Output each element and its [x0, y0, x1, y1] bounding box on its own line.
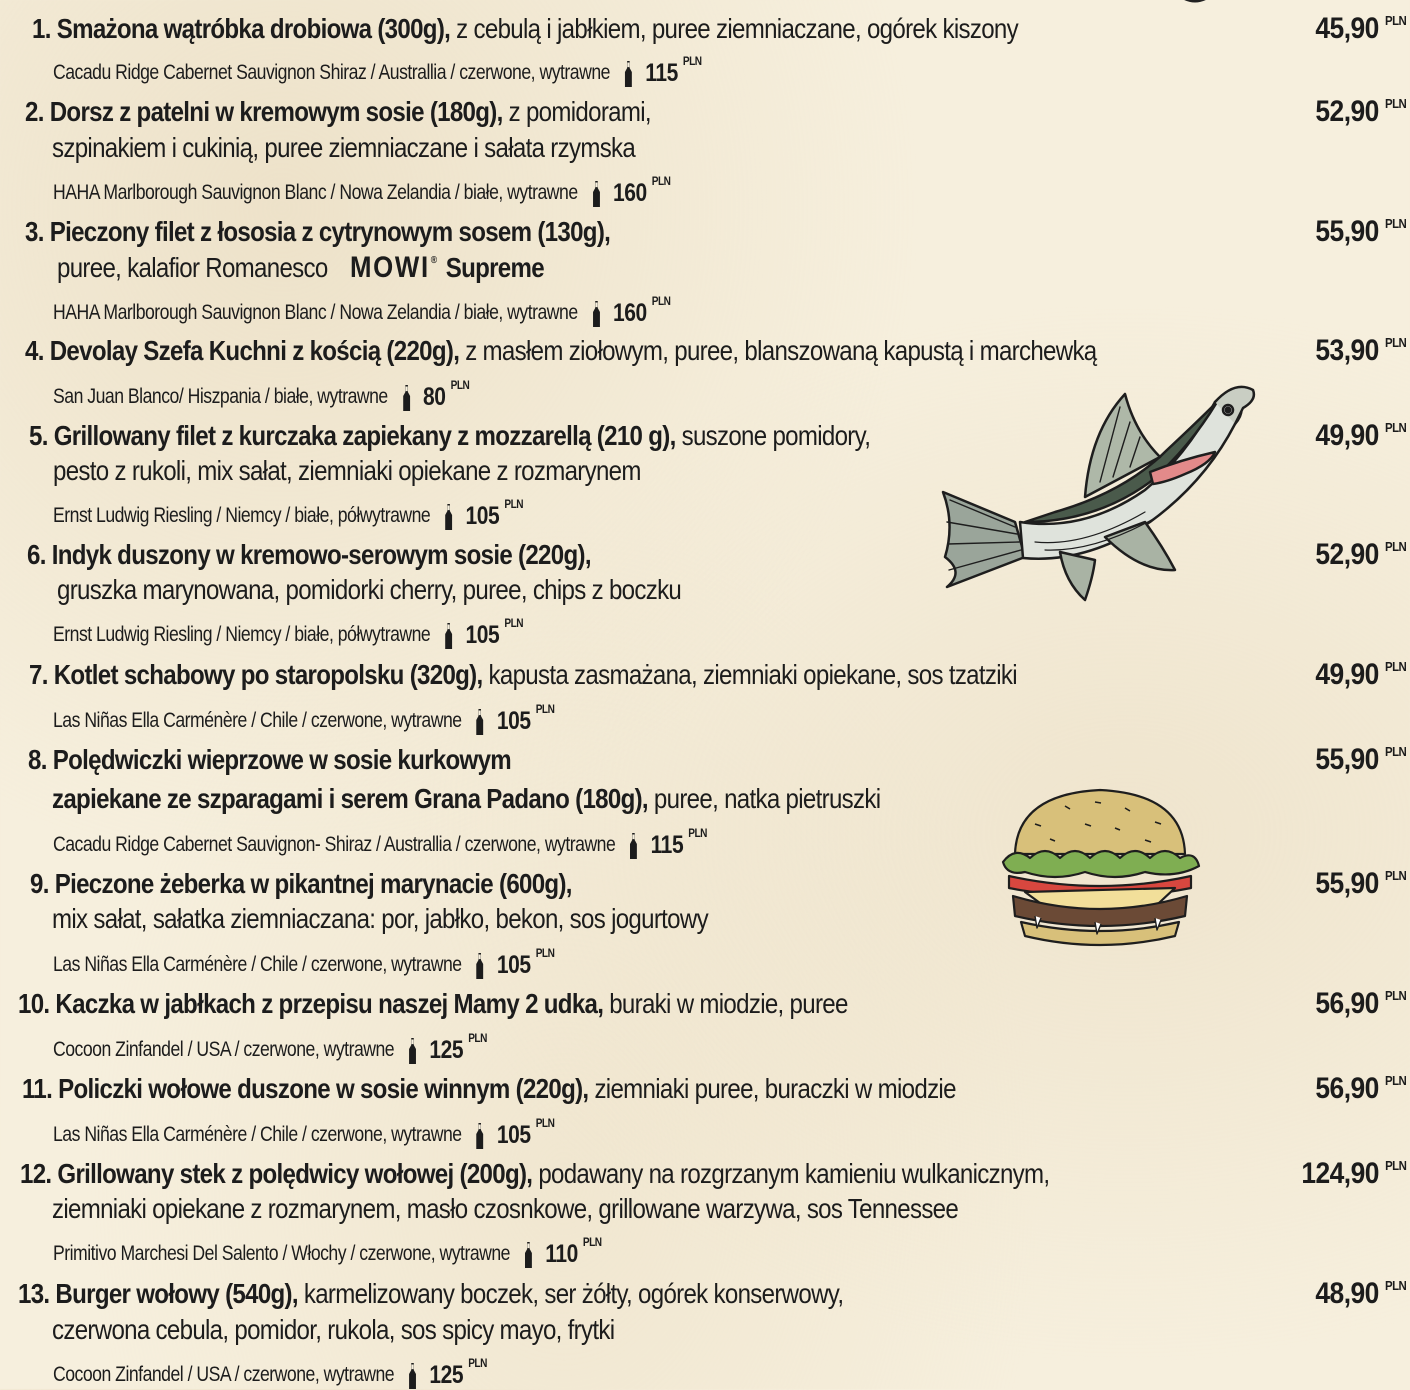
dish-line [28, 743, 511, 777]
wine-pairing: San Juan Blanco/ Hiszpania / białe, wytrawne 80 PLN [53, 378, 470, 411]
dish-description-line: gruszka marynowana, pomidorki cherry, puree, chips z boczku [57, 574, 682, 605]
dish-description: z cebulą i jabłkiem, puree ziemniaczane, ogórek kiszony [450, 13, 1018, 44]
dish-name: Burger wołowy (540g), [55, 1278, 298, 1309]
wine-bottle-icon [475, 708, 485, 736]
dish-name: Devolay Szefa Kuchni z kością (220g), [49, 335, 460, 366]
dish-price: 55,90 $^{PLN}$ [1315, 867, 1406, 900]
wine-bottle-icon [591, 180, 601, 208]
dish-name: Indyk duszony w kremowo-serowym sosie (220g), [51, 539, 591, 570]
wine-pairing: Cocoon Zinfandel / USA / czerwone, wytrawne 125 PLN [53, 1356, 487, 1389]
fish-illustration [935, 372, 1260, 607]
wine-price: 105 [465, 621, 500, 649]
wine-name: Cocoon Zinfandel / USA / czerwone, wytrawne [53, 1363, 395, 1386]
wine-name: Primitivo Marchesi Del Salento / Włochy / czerwone, wytrawne [53, 1242, 510, 1265]
wine-bottle-icon [623, 60, 633, 88]
wine-name: Las Niñas Ella Carménère / Chile / czerwone, wytrawne [53, 1123, 462, 1146]
dish-line [18, 1277, 843, 1311]
dish-name: Smażona wątróbka drobiowa (300g), [56, 13, 451, 44]
dish-name: Kotlet schabowy po staropolsku (320g), [53, 659, 483, 690]
dish-description-line: pesto z rukoli, mix sałat, ziemniaki opiekane z rozmarynem [53, 455, 641, 486]
wine-pairing: Ernst Ludwig Riesling / Niemcy / białe, półwytrawne 105 PLN [53, 497, 524, 530]
wine-name: HAHA Marlborough Sauvignon Blanc / Nowa Zelandia / białe, wytrawne [53, 301, 578, 324]
dish-line-2 [52, 782, 880, 816]
wine-bottle-icon [444, 503, 454, 531]
dish-name: Policzki wołowe duszone w sosie winnym (220g), [58, 1073, 589, 1104]
wine-name: Cacadu Ridge Cabernet Sauvignon- Shiraz / Australlia / czerwone, wytrawne [53, 833, 616, 856]
wine-pairing: Cacadu Ridge Cabernet Sauvignon Shiraz / Australlia / czerwone, wytrawne 115 PLN [53, 54, 702, 87]
dish-line [25, 334, 1097, 368]
dish-number: 2. [25, 96, 44, 127]
dish-description: karmelizowany boczek, ser żółty, ogórek konserwowy, [297, 1278, 844, 1309]
wine-price: 160 [612, 299, 647, 327]
dish-number: 9. [30, 868, 49, 899]
dish-name: Grillowany stek z polędwicy wołowej (200g), [57, 1158, 533, 1189]
dish-name: Pieczone żeberka w pikantnej marynacie (600g), [54, 868, 572, 899]
dish-line [29, 658, 1017, 692]
dish-line [20, 1157, 1049, 1191]
dish-description: ziemniaki puree, buraczki w miodzie [588, 1073, 956, 1104]
wine-pairing: Cocoon Zinfandel / USA / czerwone, wytrawne 125 PLN [53, 1031, 487, 1064]
dish-description: z masłem ziołowym, puree, blanszowaną kapustą i marchewką [459, 335, 1097, 366]
wine-name: Cacadu Ridge Cabernet Sauvignon Shiraz / Australlia / czerwone, wytrawne [53, 61, 610, 84]
dish-number: 11. [22, 1073, 53, 1104]
dish-number: 10. [18, 988, 50, 1019]
wine-price: 105 [496, 1121, 531, 1149]
wine-name: HAHA Marlborough Sauvignon Blanc / Nowa Zelandia / białe, wytrawne [53, 181, 578, 204]
dish-number: 8. [28, 744, 47, 775]
dish-price: 49,90 $^{PLN}$ [1315, 658, 1406, 691]
dish-price: 45,90 $^{PLN}$ [1315, 12, 1406, 45]
dish-price: 53,90 $^{PLN}$ [1315, 334, 1406, 367]
wine-price: 115 [650, 831, 684, 859]
wine-price: 115 [645, 59, 678, 87]
dish-line [32, 12, 1018, 46]
wine-name: San Juan Blanco/ Hiszpania / białe, wytrawne [53, 385, 388, 408]
wine-price: 160 [612, 179, 647, 207]
wine-bottle-icon [475, 952, 485, 980]
wine-name: Las Niñas Ella Carménère / Chile / czerwone, wytrawne [53, 709, 462, 732]
dish-line [25, 95, 651, 129]
wine-pairing: Ernst Ludwig Riesling / Niemcy / białe, półwytrawne 105 PLN [53, 616, 524, 649]
dish-price: 55,90 $^{PLN}$ [1315, 215, 1406, 248]
dish-name-continued: zapiekane ze szparagami i serem Grana Padano (180g), [52, 783, 648, 814]
dish-description-line: szpinakiem i cukinią, puree ziemniaczane i sałata rzymska [52, 132, 636, 163]
dish-description: kapusta zasmażana, ziemniaki opiekane, sos tzatziki [482, 659, 1017, 690]
dish-price: 55,90 $^{PLN}$ [1315, 743, 1406, 776]
dish-price: 52,90 $^{PLN}$ [1315, 538, 1406, 571]
dish-line [30, 867, 572, 901]
wine-pairing: Las Niñas Ella Carménère / Chile / czerwone, wytrawne 105 PLN [53, 1116, 555, 1149]
brand-suffix: Supreme [445, 252, 544, 283]
wine-bottle-icon [591, 300, 601, 328]
dish-price: 49,90 $^{PLN}$ [1315, 419, 1406, 452]
mowi-brand-logo: MOWI® [349, 251, 439, 284]
wine-name: Ernst Ludwig Riesling / Niemcy / białe, półwytrawne [53, 623, 431, 646]
dish-price: 48,90 $^{PLN}$ [1315, 1277, 1406, 1310]
wine-bottle-icon [408, 1362, 418, 1390]
wine-price: 125 [429, 1361, 464, 1389]
dish-description-line: ziemniaki opiekane z rozmarynem, masło czosnkowe, grillowane warzywa, sos Tennessee [52, 1193, 959, 1224]
wine-pairing: HAHA Marlborough Sauvignon Blanc / Nowa Zelandia / białe, wytrawne 160 PLN [53, 294, 671, 327]
wine-bottle-icon [629, 832, 639, 860]
dish-line [29, 419, 870, 453]
dish-price: 56,90 $^{PLN}$ [1315, 987, 1406, 1020]
dish-description: suszone pomidory, [675, 420, 871, 451]
wine-bottle-icon [408, 1037, 418, 1065]
wine-bottle-icon [523, 1241, 533, 1269]
wine-price: 105 [465, 502, 500, 530]
dish-description-line: mix sałat, sałatka ziemniaczana: por, jabłko, bekon, sos jogurtowy [52, 903, 708, 934]
dish-line [18, 987, 848, 1021]
dish-description: podawany na rozgrzanym kamieniu wulkanicznym, [532, 1158, 1050, 1189]
dish-line [25, 215, 610, 249]
wine-pairing: Cacadu Ridge Cabernet Sauvignon- Shiraz / Australlia / czerwone, wytrawne 115 PLN [53, 826, 707, 859]
dish-price: 56,90 $^{PLN}$ [1315, 1072, 1406, 1105]
dish-price: 124,90 $^{PLN}$ [1300, 1157, 1406, 1190]
wine-bottle-icon [475, 1122, 485, 1150]
dish-number: 1. [32, 13, 51, 44]
dish-description-line: czerwona cebula, pomidor, rukola, sos spicy mayo, frytki [52, 1314, 615, 1345]
dish-name: Dorsz z patelni w kremowym sosie (180g), [49, 96, 503, 127]
dish-number: 5. [29, 420, 48, 451]
dish-description: buraki w miodzie, puree [603, 988, 848, 1019]
wine-price: 110 [545, 1240, 578, 1268]
dish-description-line: puree, kalafior Romanesco MOWI® Supreme [57, 251, 544, 284]
dish-name: Polędwiczki wieprzowe w sosie kurkowym [52, 744, 512, 775]
wine-name: Ernst Ludwig Riesling / Niemcy / białe, półwytrawne [53, 504, 431, 527]
logo-badge-fragment [1165, 0, 1225, 10]
dish-line [22, 1072, 956, 1106]
wine-price: 105 [496, 951, 531, 979]
wine-pairing: Primitivo Marchesi Del Salento / Włochy / czerwone, wytrawne 110 PLN [53, 1235, 602, 1268]
wine-pairing: Las Niñas Ella Carménère / Chile / czerwone, wytrawne 105 PLN [53, 946, 555, 979]
wine-bottle-icon [401, 384, 411, 412]
dish-number: 4. [25, 335, 44, 366]
wine-name: Cocoon Zinfandel / USA / czerwone, wytrawne [53, 1038, 395, 1061]
burger-illustration [995, 784, 1205, 952]
dish-name: Kaczka w jabłkach z przepisu naszej Mamy 2 udka, [55, 988, 604, 1019]
dish-price: 52,90 $^{PLN}$ [1315, 95, 1406, 128]
dish-name: Grillowany filet z kurczaka zapiekany z mozzarellą (210 g), [53, 420, 676, 451]
dish-number: 3. [25, 216, 44, 247]
dish-number: 7. [29, 659, 48, 690]
wine-price: 105 [496, 707, 531, 735]
wine-price: 125 [429, 1036, 464, 1064]
dish-name: Pieczony filet z łososia z cytrynowym sosem (130g), [49, 216, 611, 247]
dish-description: puree, natka pietruszki [647, 783, 881, 814]
dish-number: 12. [20, 1158, 52, 1189]
dish-line [27, 538, 591, 572]
wine-pairing: Las Niñas Ella Carménère / Chile / czerwone, wytrawne 105 PLN [53, 702, 555, 735]
wine-bottle-icon [444, 622, 454, 650]
wine-price: 80 [423, 383, 446, 411]
dish-number: 13. [18, 1278, 50, 1309]
dish-number: 6. [27, 539, 46, 570]
wine-pairing: HAHA Marlborough Sauvignon Blanc / Nowa Zelandia / białe, wytrawne 160 PLN [53, 174, 671, 207]
dish-description: z pomidorami, [502, 96, 651, 127]
wine-name: Las Niñas Ella Carménère / Chile / czerwone, wytrawne [53, 953, 462, 976]
